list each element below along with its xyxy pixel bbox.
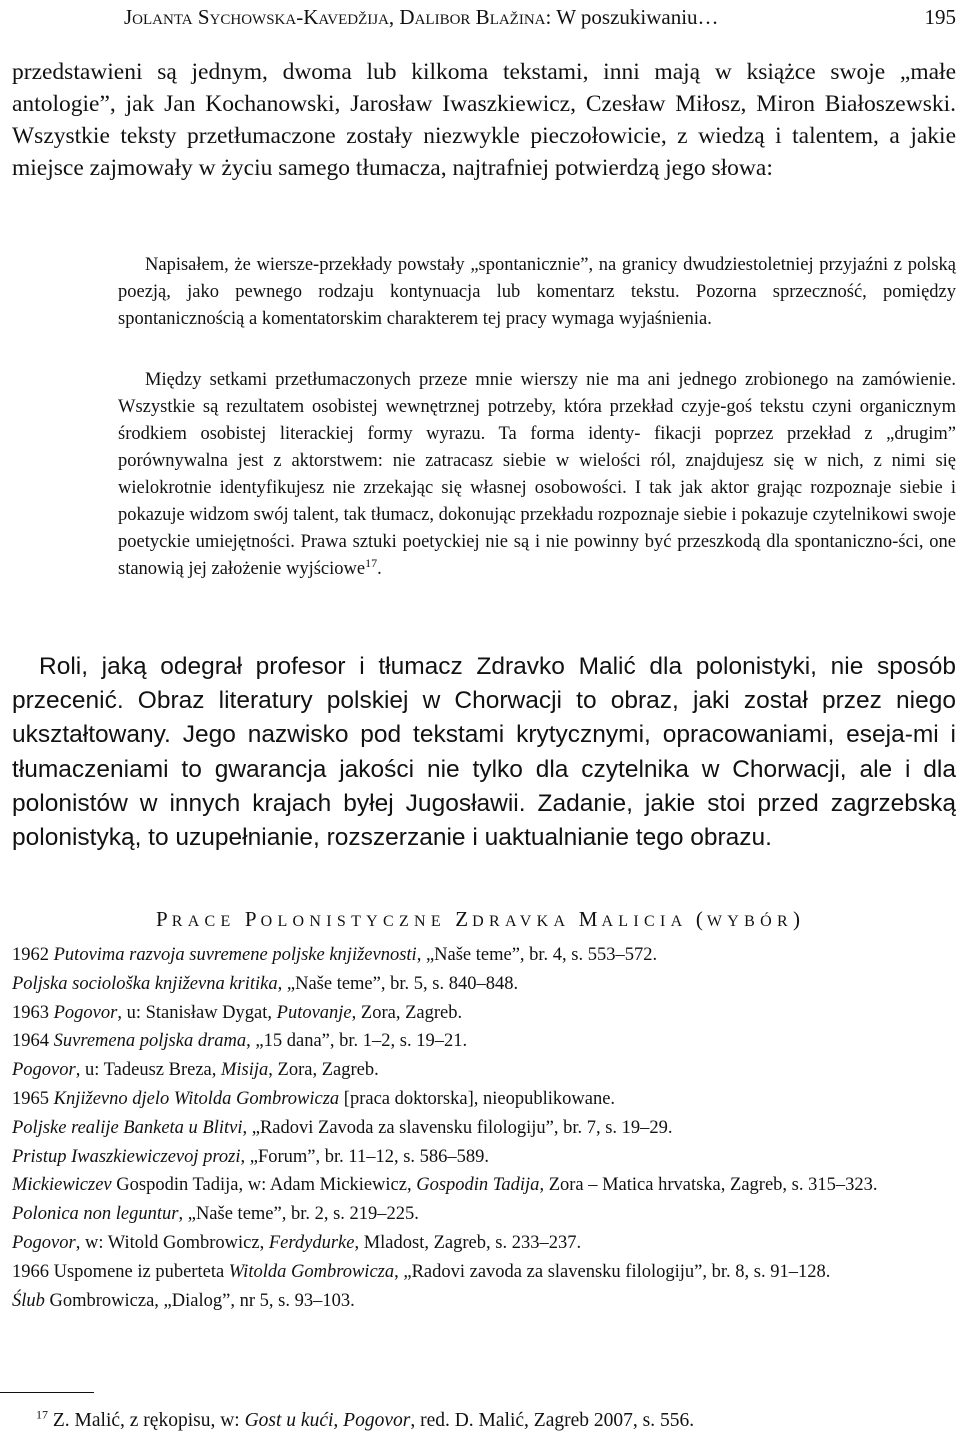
bibliography-text: , „Forum”, br. 11–12, s. 586–589.	[240, 1146, 490, 1167]
heading-initial: P	[244, 907, 261, 931]
bibliography-title: Ferdydurke	[268, 1232, 355, 1253]
bibliography-text: Gombrowicza, „Dialog”, nr 5, s. 93–103.	[44, 1290, 355, 1311]
section-heading	[0, 904, 960, 934]
heading-word: DRAVKA	[472, 913, 570, 930]
bibliography-entry	[12, 1085, 956, 1114]
heading-initial: Z	[455, 907, 473, 931]
bibliography-text: , „15 dana”, br. 1–2, s. 19–21.	[246, 1031, 468, 1052]
footnote-number: 17	[36, 1407, 48, 1422]
bibliography-title: Pogovor	[12, 1232, 76, 1253]
footnote	[36, 1407, 956, 1435]
page-number: 195	[924, 5, 956, 29]
bibliography-title: Putovima razvoja suvremene poljske književnosti	[53, 945, 417, 965]
quote-paragraph-2-rest: fikacji poprzez przekład z „drugim” porównywalna jest z aktorstwem: nie zatracasz siebie w wielości ról, znajdujesz się w nich, z nimi się wielokrotnie identyfikujesz nie zrzekając się własnej osobowości. I tak jak aktor grając rozpoznaje siebie i pokazuje widzom swój talent, tak tłumacz, dokonując przekładu rozpoznaje siebie i pokazuje czytelnikowi swoje poetyckie umiejętności. Prawa sztuki poetyckiej nie są i nie powinny być przeszkodą dla spontaniczno-	[118, 424, 957, 552]
bibliography-text: 1963	[12, 1002, 54, 1023]
bibliography-entry	[12, 1114, 956, 1143]
bibliography-entry	[12, 970, 956, 999]
heading-word: WYBÓR	[706, 913, 793, 930]
quote-paragraph-2-start: Między setkami przetłumaczonych przeze mnie wierszy nie ma ani jednego zrobionego na zamówienie. Wszystkie są rezultatem osobistej wewnętrznej potrzeby, która przekład czyje-	[118, 370, 956, 417]
bibliography-entry	[12, 941, 956, 970]
bibliography-title: Witolda Gombrowicza	[228, 1261, 395, 1282]
bibliography-list	[12, 941, 956, 1315]
heading-word: OLONISTYCZNE	[260, 913, 446, 930]
bibliography-entry	[12, 1171, 956, 1200]
bibliography-title: Pogovor	[53, 1002, 118, 1023]
bibliography-text: , „Naše teme”, br. 5, s. 840–848.	[277, 973, 519, 994]
bibliography-title: Gospodin Tadija	[416, 1175, 540, 1196]
bibliography-text: , Mladost, Zagreb, s. 233–237.	[354, 1232, 582, 1253]
bibliography-title: Putovanje	[276, 1002, 352, 1023]
bibliography-entry	[12, 1258, 956, 1287]
heading-word: ALICIA	[601, 913, 687, 930]
bibliography-title: Polonica non leguntur	[12, 1204, 179, 1225]
bibliography-title: Pristup Iwaszkiewiczevoj prozi	[12, 1146, 241, 1167]
running-head	[124, 2, 956, 32]
bibliography-text: 1964	[12, 1031, 54, 1052]
bibliography-entry	[12, 999, 956, 1028]
footnote-text: , red. D. Malić, Zagreb 2007, s. 556.	[410, 1410, 695, 1431]
running-head-title: W poszukiwaniu…	[556, 5, 719, 29]
bibliography-text: 1965	[12, 1088, 54, 1109]
quote-paragraph-2-final: .	[377, 559, 382, 579]
bibliography-entry	[12, 1143, 956, 1172]
bibliography-title: Mickiewiczev	[12, 1175, 112, 1196]
bibliography-entry	[12, 1027, 956, 1056]
quote-paragraph-2-continued: goś tekstu czyni organicznym środkiem osobistej literackiej formy wyrazu. Ta forma identy-	[118, 397, 956, 444]
heading-initial: M	[578, 907, 602, 931]
bibliography-text: , Zora, Zagreb.	[351, 1002, 463, 1023]
bibliography-text: , Zora, Zagreb.	[268, 1060, 379, 1081]
bibliography-title: Misija	[221, 1060, 269, 1081]
bibliography-text: , „Radovi zavoda za slavensku filologiju”, br. 8, s. 91–128.	[394, 1261, 831, 1282]
bibliography-title: Poljska sociološka književna kritika	[12, 973, 278, 994]
bibliography-title: Poljske realije Banketa u Blitvi	[12, 1117, 243, 1138]
heading-word: RACE	[171, 913, 236, 930]
footnote-divider	[0, 1392, 94, 1393]
bibliography-title: Pogovor	[12, 1060, 76, 1081]
intro-paragraph: przedstawieni są jednym, dwoma lub kilkoma tekstami, inni mają w książce swoje „małe antologie”, jak Jan Kochanowski, Jarosław Iwaszkiewicz, Czesław Miłosz, Miron Białoszewski. Wszystkie teksty przetłumaczone zostały niezwykle pieczołowicie, z wiedzą i talentem, a jakie miejsce zajmowały w życiu samego tłumacza, najtrafniej potwierdzą jego słowa:	[12, 59, 956, 181]
heading-paren: )	[792, 907, 804, 931]
bibliography-entry	[12, 1229, 956, 1258]
bibliography-text: [praca doktorska], nieopublikowane.	[339, 1088, 616, 1109]
main-paragraph: Roli, jaką odegrał profesor i tłumacz Zdravko Malić dla polonistyki, nie sposób przecenić. Obraz literatury polskiej w Chorwacji to obraz, jaki został przez niego ukształtowany. Jego nazwisko pod tekstami krytycznymi, opracowaniami, eseja-mi i tłumaczeniami to gwarancja jakości nie tylko dla czytelnika w Chorwacji, ale i dla polonistów w innych krajach byłej Jugosławii. Zadanie, jakie stoi przed zagrzebską polonistyką, to uzupełnianie, rozszerzanie i uaktualnianie tego obrazu.	[12, 653, 956, 852]
bibliography-text: , „Naše teme”, br. 4, s. 553–572.	[416, 945, 658, 965]
heading-paren: (	[695, 907, 707, 931]
bibliography-text: Gospodin Tadija, w: Adam Mickiewicz,	[111, 1175, 417, 1196]
bibliography-text: , Zora – Matica hrvatska, Zagreb, s. 315–323.	[539, 1175, 878, 1196]
bibliography-text: , „Radovi Zavoda za slavensku filologiju”, br. 7, s. 19–29.	[242, 1117, 673, 1138]
bibliography-entry	[12, 1287, 956, 1316]
bibliography-title: Suvremena poljska drama	[53, 1031, 247, 1052]
bibliography-entry	[12, 1056, 956, 1085]
heading-initial: P	[156, 907, 172, 931]
footnote-text: Z. Malić, z rękopisu, w:	[48, 1410, 245, 1431]
bibliography-title: Književno djelo Witolda Gombrowicza	[53, 1088, 340, 1109]
footnote-italic-title: Gost u kući, Pogovor	[244, 1410, 411, 1431]
quote-paragraph-1: Napisałem, że wiersze-przekłady powstały „spontanicznie”, na granicy dwudziestoletniej przyjaźni z polską poezją, jako pewnego rodzaju kontynuacja lub komentarz tekstu. Pozorna sprzeczność, pomiędzy spontanicznością a komentatorskim charakterem tej pracy wymaga wyjaśnienia.	[118, 255, 956, 329]
bibliography-text: 1966 Uspomene iz puberteta	[12, 1261, 229, 1282]
bibliography-entry	[12, 1200, 956, 1229]
bibliography-text: , w: Witold Gombrowicz,	[75, 1232, 269, 1253]
quote-paragraph-2-end: ści, one stanowią jej założenie wyjściowe	[118, 532, 956, 579]
bibliography-text: , u: Tadeusz Breza,	[75, 1060, 221, 1081]
bibliography-title: Ślub	[12, 1290, 45, 1311]
running-head-authors: Jolanta Sychowska-Kavedžija, Dalibor Blažina:	[124, 5, 552, 29]
bibliography-text: 1962	[12, 945, 54, 965]
footnote-reference[interactable]: 17	[365, 555, 378, 570]
bibliography-text: , „Naše teme”, br. 2, s. 219–225.	[178, 1204, 419, 1225]
quote-paragraph-2	[118, 367, 956, 583]
bibliography-text: , u: Stanisław Dygat,	[117, 1002, 277, 1023]
